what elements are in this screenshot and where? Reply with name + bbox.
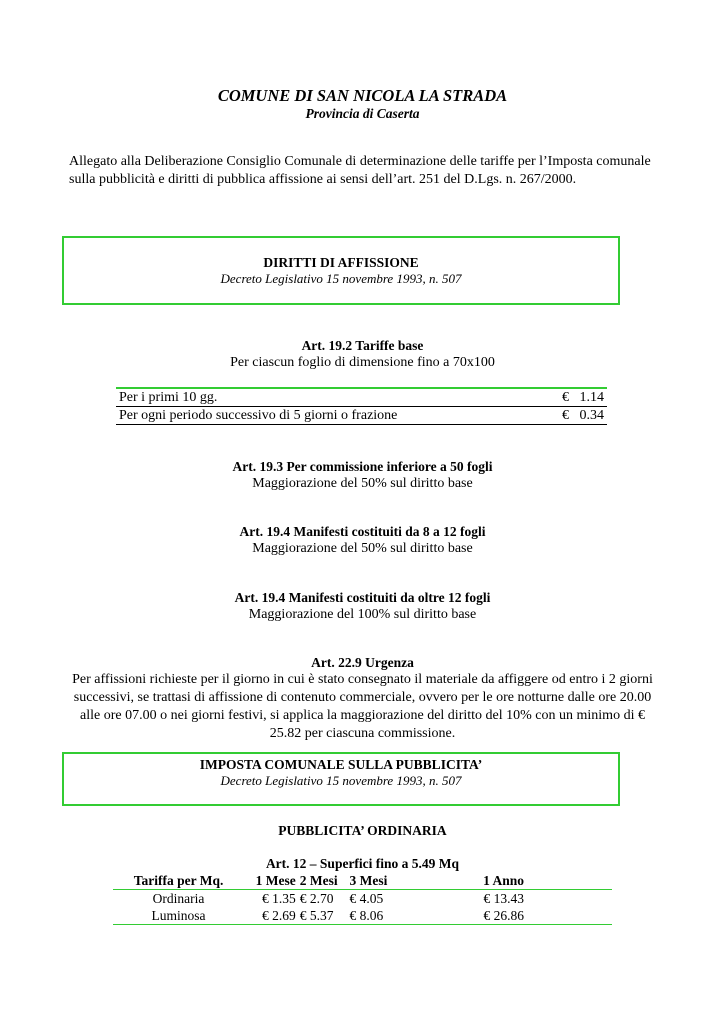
art-19-2-heading: Art. 19.2 Tariffe base: [301, 338, 424, 353]
art-19-3-heading: Art. 19.3 Per commissione inferiore a 50 fogli: [232, 459, 493, 474]
table-cell: € 8.06: [349, 907, 384, 923]
art-22-9-text: [66, 671, 659, 743]
table-spacer-cell: [524, 890, 612, 908]
column-spacer: [524, 873, 612, 890]
table-cell: € 1.35: [262, 890, 296, 906]
column-header: Tariffa per Mq.: [133, 873, 224, 888]
section-title: DIRITTI DI AFFISSIONE: [263, 255, 419, 270]
table-cell: € 13.43: [483, 890, 525, 906]
column-header: 1 Mese: [255, 873, 296, 888]
rate-label: Per ogni periodo successivo di 5 giorni o frazione: [119, 408, 398, 423]
art-19-4b-text: Maggiorazione del 100% sul diritto base: [248, 607, 477, 622]
table-row: [116, 407, 607, 425]
ordinaria-table-heading: Art. 12 – Superfici fino a 5.49 Mq: [265, 856, 460, 871]
table-cell: € 2.70: [299, 890, 334, 906]
section-subtitle: Decreto Legislativo 15 novembre 1993, n. 507: [220, 271, 462, 286]
section-box-pubblicita: [62, 752, 620, 806]
art-19-2-text: Per ciascun foglio di dimensione fino a 70x100: [230, 355, 495, 370]
urgency-line: Per affissioni richieste per il giorno in cui è stato consegnato il materiale da affiggere od entro i 2 giorni: [72, 672, 653, 687]
section-subtitle: Decreto Legislativo 15 novembre 1993, n. 507: [220, 773, 462, 788]
rate-label: Per i primi 10 gg.: [119, 390, 218, 405]
table-cell: € 26.86: [483, 907, 525, 923]
rate-value: € 1.14: [562, 390, 604, 405]
section-title: IMPOSTA COMUNALE SULLA PUBBLICITA’: [199, 757, 483, 772]
art-19-4b-heading: Art. 19.4 Manifesti costituiti da oltre 12 fogli: [234, 590, 491, 605]
intro-line: Allegato alla Deliberazione Consiglio Comunale di determinazione delle tariffe per l’Imposta comunale: [69, 154, 651, 169]
table-cell: Luminosa: [151, 907, 206, 923]
table-cell: Ordinaria: [152, 890, 205, 906]
page-subtitle: Provincia di Caserta: [305, 106, 420, 121]
ordinaria-heading: PUBBLICITA’ ORDINARIA: [278, 823, 447, 838]
table-row: [116, 389, 607, 407]
urgency-line: alle ore 07.00 o nei giorni festivi, si applica la maggiorazione del diritto del 10% con un minimo di €: [80, 708, 645, 723]
section-box-affissione: [62, 236, 620, 305]
urgency-line: successivi, se trattasi di affissione di contenuto commerciale, ovvero per le ore notturne dalle ore 20.00: [73, 690, 652, 705]
table-row: [113, 890, 612, 908]
table-cell: € 5.37: [299, 907, 334, 923]
art-19-4a-heading: Art. 19.4 Manifesti costituiti da 8 a 12 fogli: [239, 524, 486, 539]
art-22-9-heading: Art. 22.9 Urgenza: [311, 655, 414, 670]
column-header: 2 Mesi: [299, 873, 338, 888]
rate-value: € 0.34: [562, 408, 604, 423]
table-spacer-cell: [524, 907, 612, 925]
page-title: COMUNE DI SAN NICOLA LA STRADA: [217, 86, 508, 105]
intro-paragraph: [69, 153, 679, 189]
table-header-row: [113, 873, 612, 890]
urgency-line: 25.82 per ciascuna commissione.: [269, 726, 456, 741]
column-header: 3 Mesi: [349, 873, 388, 888]
intro-line: sulla pubblicità e diritti di pubblica affissione ai sensi dell’art. 251 del D.Lgs. n. 267/2000.: [69, 172, 577, 187]
base-rate-table: [116, 387, 607, 425]
art-19-3-text: Maggiorazione del 50% sul diritto base: [252, 476, 473, 491]
art-19-4a-text: Maggiorazione del 50% sul diritto base: [252, 541, 473, 556]
tariff-table: [113, 873, 612, 925]
table-cell: € 4.05: [349, 890, 384, 906]
table-cell: € 2.69: [262, 907, 296, 923]
table-row: [113, 907, 612, 925]
column-header: 1 Anno: [483, 873, 525, 888]
